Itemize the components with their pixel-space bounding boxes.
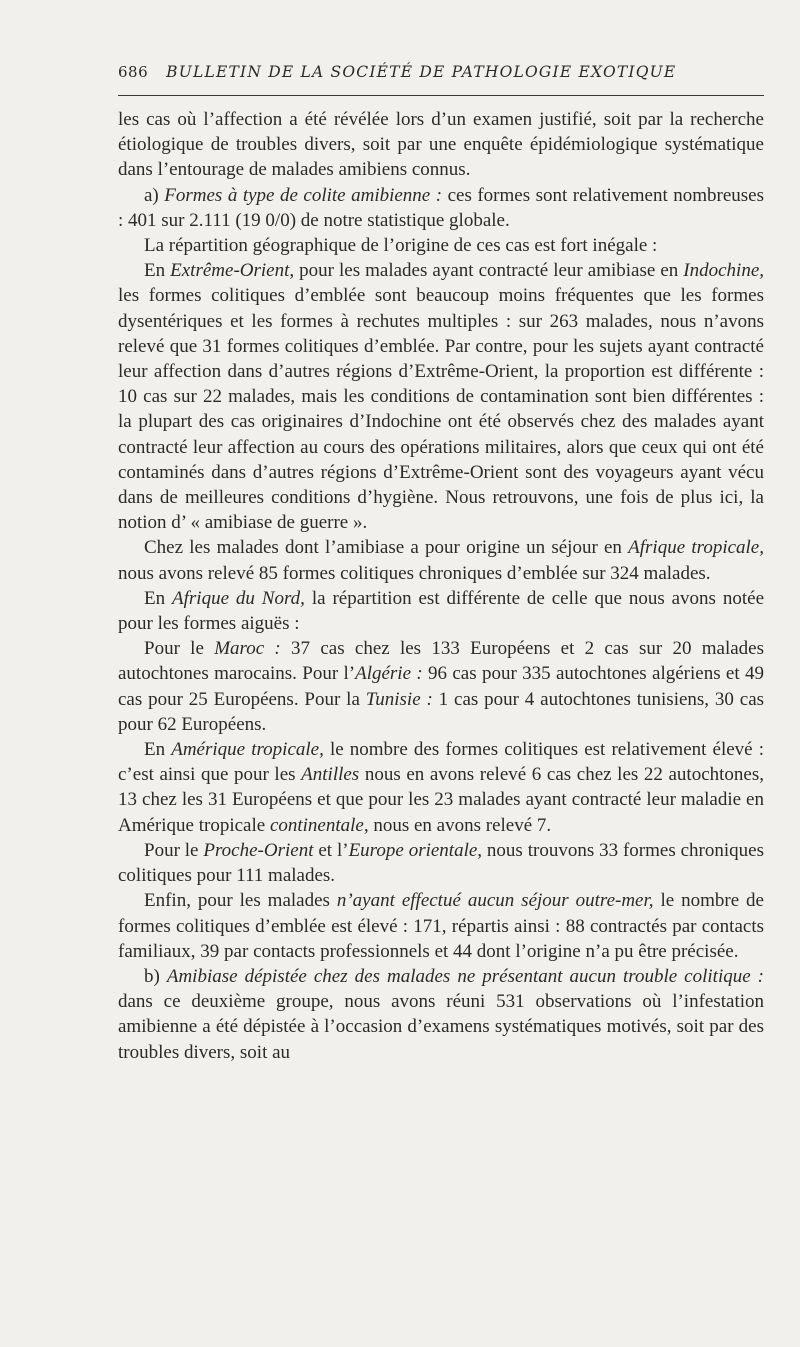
paragraph	[118, 636, 764, 737]
italic-run: Formes à type de colite amibienne :	[164, 184, 443, 206]
text-run: Enfin, pour les malades	[144, 890, 337, 912]
text-run: et l’	[313, 839, 349, 861]
italic-run: Amérique tropicale,	[171, 739, 324, 761]
italic-run: Amibiase dépistée chez des malades ne présentant aucun trouble colitique :	[166, 965, 765, 987]
italic-run: Afrique tropicale,	[628, 537, 764, 559]
text-run: b)	[144, 965, 167, 987]
paragraph	[118, 183, 764, 233]
text-run: ces formes sont relativement nombreuses : 401 sur 2.111 (19 0/0) de notre statistique globale.	[118, 184, 764, 231]
text-run: 96 cas pour 335 autochtones algériens et 49 cas pour 25 Européens. Pour la	[118, 663, 764, 710]
paragraph	[118, 964, 764, 1065]
text-run: le nombre de formes colitiques d’emblée est élevé : 171, répartis ainsi : 88 contractés par contacts familiaux, 39 par contacts professionnels et 44 dont l’origine n’a pu être précisée.	[118, 890, 764, 962]
italic-run: Indochine,	[683, 260, 765, 282]
paragraph	[118, 888, 764, 964]
text-run: Pour le	[144, 638, 215, 660]
paragraph	[118, 586, 764, 636]
text-run: a)	[144, 184, 165, 206]
text-run: nous en avons relevé 6 cas chez les 22 autochtones, 13 chez les 31 Européens et que pour les 23 malades ayant contracté leur maladie en Amérique tropicale	[118, 764, 764, 836]
italic-run: Algérie :	[355, 663, 423, 685]
text-run: En	[144, 739, 172, 761]
text-run: les cas où l’affection a été révélée lors d’un examen justifié, soit par la recherche étiologique de troubles divers, soit par une enquête épidémiologique systématique dans l’entourage de malades amibiens connus.	[118, 109, 764, 181]
paragraph	[118, 737, 764, 838]
text-run: En	[144, 587, 173, 609]
text-run: la répartition est différente de celle que nous avons notée pour les formes aiguës :	[118, 587, 765, 635]
italic-run: continentale,	[269, 814, 369, 836]
paragraph	[118, 258, 764, 535]
italic-run: n’ayant effectué aucun séjour outre-mer,	[336, 890, 654, 912]
italic-run: Antilles	[301, 764, 360, 786]
paragraph	[118, 233, 764, 258]
text-run: nous avons relevé 85 formes colitiques chroniques d’emblée sur 324 malades.	[118, 562, 711, 584]
text-run: 37 cas chez les 133 Européens et 2 cas sur 20 malades autochtones marocains. Pour l’	[118, 638, 765, 685]
italic-run: Extrême-Orient,	[170, 260, 295, 282]
body-text	[118, 107, 764, 1065]
text-run: dans ce deuxième groupe, nous avons réuni 531 observations où l’infestation amibienne a été dépistée à l’occasion d’examens systématiques motivés, soit par des troubles divers, soit au	[118, 991, 764, 1063]
header-rule	[118, 95, 764, 96]
page-number: 686	[118, 63, 149, 81]
text-run: nous trouvons 33 formes chroniques colitiques pour 111 malades.	[118, 839, 764, 887]
text-run: Chez les malades dont l’amibiase a pour origine un séjour en	[144, 537, 629, 559]
text-run: nous en avons relevé 7.	[368, 814, 552, 836]
running-header	[118, 63, 764, 81]
italic-run: Proche-Orient	[203, 839, 314, 861]
text-run: Pour le	[144, 839, 204, 861]
text-run: 1 cas pour 4 autochtones tunisiens, 30 cas pour 62 Européens.	[118, 688, 765, 735]
running-title: BULLETIN DE LA SOCIÉTÉ DE PATHOLOGIE EXOTIQUE	[166, 63, 677, 81]
paragraph	[118, 107, 764, 183]
italic-run: Maroc :	[214, 638, 281, 660]
text-run: le nombre des formes colitiques est relativement élevé : c’est ainsi que pour les	[118, 739, 764, 786]
italic-run: Europe orientale,	[348, 839, 483, 861]
italic-run: Afrique du Nord,	[172, 587, 305, 609]
italic-run: Tunisie :	[365, 688, 433, 710]
text-run: En	[144, 260, 171, 282]
text-run: les formes colitiques d’emblée sont beaucoup moins fréquentes que les formes dysentériques et les formes à rechutes multiples : sur 263 malades, nous n’avons relevé que 31 formes colitiques d’emblée. Par contre, pour les sujets ayant contracté leur affection dans d’autres régions d’Extrême-Orient, la proportion est différente : 10 cas sur 22 malades, mais les conditions de contamination sont bien différentes : la plupart des cas originaires d’Indochine ont été observés chez des malades ayant contracté leur affection au cours des opérations militaires, alors que ceux qui ont été contaminés dans d’autres régions d’Extrême-Orient sont des voyageurs ayant vécu dans de meilleures conditions d’hygiène. Nous retrouvons, une fois de plus ici, la notion d’ « amibiase de guerre ».	[118, 285, 764, 534]
text-run: pour les malades ayant contracté leur amibiase en	[294, 260, 684, 282]
text-run: La répartition géographique de l’origine de ces cas est fort inégale :	[144, 235, 658, 257]
paragraph	[118, 535, 764, 585]
paragraph	[118, 838, 764, 888]
